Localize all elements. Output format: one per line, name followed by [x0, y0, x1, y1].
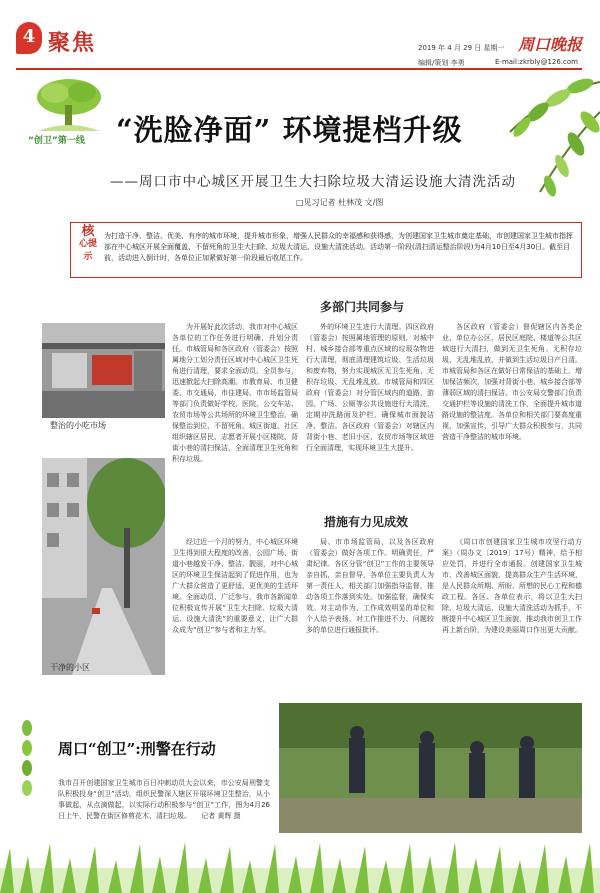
editor-line: 编辑/策划 李勇 [418, 59, 465, 67]
article-column-5 [306, 537, 434, 709]
grass-border-decoration [0, 838, 600, 893]
article-column-1 [172, 322, 298, 510]
email-line: E-mail:zkrbly@126.com [495, 58, 578, 66]
column-6-text: 《周口市创建国家卫生城市攻坚行动方案》（周办文〔2019〕17号）精神，给予相应处罚，并进行全市通报。创建国家卫生城市，改善城区面貌，提高群众生产生活环境，是人民群众所期、所盼、所想的民心工程和德政工程。各区、各单位表示，将以卫生大扫除、垃圾大清运、设施大清洗活动为抓手，不断提升中心城区卫生面貌，推动我市创卫工作再上新台阶，为建设美丽周口作出更大贡献。 [442, 538, 582, 634]
article-column-3 [442, 322, 582, 510]
photo-clean-community [42, 458, 165, 675]
photo1-caption: 整治的小吃市场 [50, 421, 106, 430]
column-5-text: 局、市市场监管局，以及各区政府（管委会）做好各项工作。明确责任，严肃纪律。各区分管“创卫”工作的主要领导亲自抓，亲自督导，各单位主要负责人为第一责任人，相关部门加强指导监督，推动各项工作落到实处。加强监督，确保实效。对主动作为、工作成效明显的单位和个人给予表扬，对工作推进不力、问题较多的单位进行通报批评。 [306, 538, 434, 634]
tree-logo-icon [30, 75, 108, 135]
bottom-article-body: 我市召开创建国家卫生城市百日冲刺动员大会以来，市公安局刑警支队积极投身“创卫”活动，组织民警深入辖区开展环境卫生整治，从小事做起，从点滴做起，以实际行动积极参与“创卫”工作，图为4月26日上午，民警在街区修剪花木、清扫垃圾。 [58, 779, 270, 820]
key-points-text: 为打造干净、整洁、优美、有序的城市环境，提升城市形象，增强人民群众的幸福感和获得感，为创建国家卫生城市奠定基础，市创建国家卫生城市指挥部在中心城区开展全面覆盖、不留死角的卫生大扫除、垃圾大清运、设施大清洗活动。活动第一阶段(清扫清运整治阶段)为4月10日至4月30日。截至目前，活动进入倒计时，各单位正加紧做好第一阶段最后收尾工作。 [104, 232, 573, 262]
section-name: 聚焦 [48, 30, 97, 56]
subheadline: ——周口市中心城区开展卫生大扫除垃圾大清运设施大清洗活动 [110, 174, 516, 190]
article-column-4 [172, 537, 298, 709]
page-number-badge: 4 [16, 22, 42, 54]
logo-caption: “创卫”第一线 [28, 136, 85, 146]
bottom-article-text [58, 778, 270, 822]
header-rule [16, 68, 582, 70]
photo-snack-market [42, 323, 165, 418]
headline: “洗脸净面” 环境提档升级 [116, 113, 463, 147]
key-points-label [75, 225, 101, 264]
bottom-leaf-decoration [20, 718, 30, 798]
photo-police-cleanup [279, 703, 582, 833]
column-3-text: 各区政府（管委会）督促辖区内各类企业、单位办公区、居民区庭院、楼道等公共区域进行大清扫，做到无卫生死角、无积存垃圾、无乱堆乱放，并做到生活垃圾日产日清。市城管局和各区在做好日常保洁的基础上，增加保洁频次，加强对背街小巷、城乡接合部等薄弱区域的清扫保洁。市公安局交警部门负责交通护栏等设施的清洗工作，全面提升城市道路设施的整洁度。各单位和相关部门要高度重视，加强宣传，引导广大群众积极参与，共同营造干净整洁的城市环境。 [442, 323, 582, 441]
photo2-caption: 干净的小区 [50, 663, 90, 672]
byline: □见习记者 杜林茂 文/图 [296, 198, 384, 207]
section-title-departments: 多部门共同参与 [320, 300, 405, 314]
column-2-text: 外的环境卫生进行大清理。四区政府（管委会）按照属地管理的原则，对城中村、城乡接合部等重点区域的垃圾杂物进行大清理，彻底清理建筑垃圾、生活垃圾和废弃物，努力实现城区无卫生死角、无积存垃圾、无乱堆乱放。市城管局和四区政府（管委会）对分管区域内的道路、游园、广场、公厕等公共设施进行大清洗，定期冲洗路面及护栏，确保城市面貌洁净、整洁。各区政府（管委会）对辖区内背街小巷、老旧小区、农贸市场等区域进行全面清理，实现环境卫生大提升。 [306, 323, 434, 452]
leaf-branch-icon [430, 72, 600, 222]
section-title-results: 措施有力见成效 [324, 515, 409, 529]
bottom-article-credit: 记者 黄辉 摄 [201, 812, 241, 820]
date-line: 2019 年 4 月 29 日 星期一 [418, 44, 505, 52]
article-column-2 [306, 322, 434, 510]
bottom-article-title: 周口“创卫”:刑警在行动 [58, 740, 216, 758]
article-column-6 [442, 537, 582, 709]
column-4-text: 经过近一个月的努力，中心城区环境卫生得到很大程度的改善，公园广场、街道小巷越发干净、整洁、靓丽，对中心城区的环境卫生保洁起到了促进作用，也为广大群众营造了更舒适、更优美的生活环境。全面动员、广泛参与，我市各新闻单位积极宣传开展“卫生大扫除、垃圾大清运、设施大清洗”的重要意义，让广大群众成为“创卫”参与者和主力军。 [172, 538, 298, 634]
key-label-small: 心提示 [78, 239, 97, 262]
key-label-big: 核 [81, 224, 95, 239]
column-1-text: 为开展好此次活动，我市对中心城区各单位的工作任务进行明确，并划分责任。市城管局和各区政府（管委会）按照属地分工划分责任区域对中心城区卫生死角进行清理，要求全面动员、全员参与，迅速掀起大扫除高潮。市教育局、市卫健委、市交通局、市住建局、市市场监管局等部门负责做好学校、医院、公交车站、农贸市场等公共场所的环境卫生整治，确保整治到位、不留死角。城区街道、社区组织辖区居民、志愿者开展小区楼院、背街小巷的清扫保洁，全面清理卫生死角和积存垃圾。 [172, 323, 298, 463]
leaf-icon [20, 718, 34, 798]
paper-logo: 周口晚报 [518, 35, 583, 54]
